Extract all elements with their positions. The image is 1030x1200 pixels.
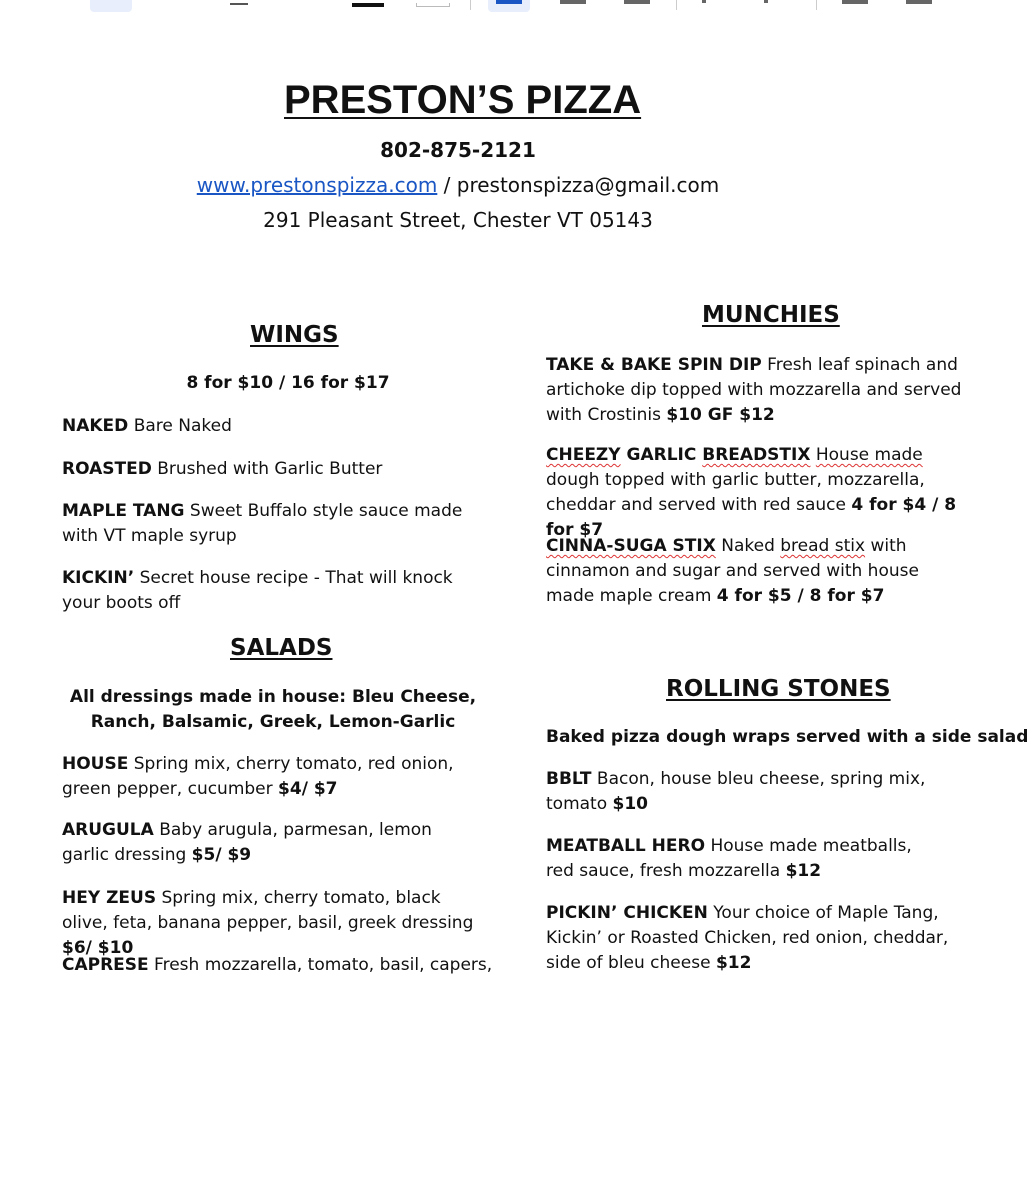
toolbar-align-center-icon[interactable] [560, 0, 586, 4]
item-name: GARLIC [620, 445, 703, 465]
item-desc: Your choice of Maple Tang, Kickin’ or Roasted Chicken, red onion, cheddar, side of bleu cheese [546, 903, 949, 973]
toolbar-underline-icon[interactable] [230, 3, 248, 5]
item-name: PICKIN’ CHICKEN [546, 903, 708, 923]
item-name: ARUGULA [62, 820, 154, 840]
salads-heading: SALADS [230, 635, 333, 661]
item-desc: Bacon, house bleu cheese, spring mix, tomato [546, 769, 926, 814]
item-desc: Sweet Buffalo style sauce made with VT maple syrup [62, 501, 463, 546]
item-name: MEATBALL HERO [546, 836, 706, 856]
item-desc: Baby arugula, parmesan, lemon garlic dressing [62, 820, 432, 865]
item-name: KICKIN’ [62, 568, 135, 588]
item-desc: with cinnamon and sugar and served with house made maple cream [546, 536, 919, 606]
email-address: prestonspizza@gmail.com [456, 173, 720, 197]
item-desc: Fresh mozzarella, tomato, basil, capers, [148, 955, 493, 975]
toolbar-text-color-icon[interactable] [352, 3, 384, 7]
menu-item [62, 953, 502, 978]
toolbar-indent-icon[interactable] [842, 0, 868, 4]
menu-item [62, 457, 492, 482]
menu-item [62, 886, 487, 961]
menu-item [546, 767, 931, 817]
menu-item [546, 534, 971, 609]
item-price: 4 for $4 / 8 for $7 [546, 495, 957, 540]
item-name: CHEEZY [546, 445, 621, 465]
toolbar-align-left-icon[interactable] [488, 0, 530, 12]
item-price: $12 [785, 861, 822, 881]
salads-note: All dressings made in house: Bleu Cheese, Ranch, Balsamic, Greek, Lemon-Garlic [69, 687, 477, 732]
menu-item [62, 499, 492, 549]
toolbar-divider [676, 0, 677, 10]
item-name: CAPRESE [62, 955, 149, 975]
wings-pricing: 8 for $10 / 16 for $17 [186, 373, 390, 393]
toolbar-divider [816, 0, 817, 10]
item-desc: bread stix [780, 536, 866, 556]
item-price: $10 [612, 794, 649, 814]
item-name: HOUSE [62, 754, 129, 774]
menu-item [62, 414, 492, 439]
menu-item [62, 566, 487, 616]
website-link[interactable]: www.prestonspizza.com [196, 173, 438, 197]
item-name: BREADSTIX [702, 445, 811, 465]
item-name: BBLT [546, 769, 592, 789]
item-price: $12 [715, 953, 752, 973]
item-desc: Bare Naked [128, 416, 232, 436]
menu-item [546, 443, 971, 543]
item-desc: dough topped with garlic butter, mozzarella, cheddar and served with red sauce [546, 470, 925, 515]
phone-number: 802-875-2121 [380, 138, 536, 162]
toolbar-numbered-list-icon[interactable] [764, 0, 768, 3]
address: 291 Pleasant Street, Chester VT 05143 [263, 208, 653, 232]
item-desc: Fresh leaf spinach and artichoke dip topped with mozzarella and served with Crostinis [546, 355, 962, 425]
item-name: CINNA-SUGA STIX [546, 536, 716, 556]
item-name: HEY ZEUS [62, 888, 157, 908]
menu-item [546, 901, 986, 976]
menu-item [546, 834, 936, 884]
rolling-stones-heading: ROLLING STONES [666, 676, 891, 702]
item-name: ROASTED [62, 459, 152, 479]
toolbar-divider [470, 0, 471, 10]
rolling-stones-note: Baked pizza dough wraps served with a side salad [546, 727, 1029, 747]
item-desc: Spring mix, cherry tomato, black olive, feta, banana pepper, basil, greek dressing [62, 888, 474, 933]
menu-item [546, 353, 966, 428]
contact-line [0, 173, 916, 197]
menu-item [62, 818, 472, 868]
item-name: TAKE & BAKE SPIN DIP [546, 355, 762, 375]
item-desc: House made meatballs, red sauce, fresh mozzarella [546, 836, 912, 881]
item-name: NAKED [62, 416, 129, 436]
page-title: PRESTON’S PIZZA [284, 78, 642, 122]
item-desc: House made [815, 445, 923, 465]
toolbar-bullet-list-icon[interactable] [702, 0, 706, 3]
item-price: $10 GF $12 [666, 405, 775, 425]
item-desc: Brushed with Garlic Butter [151, 459, 383, 479]
item-desc: Naked [715, 536, 781, 556]
toolbar-outdent-icon[interactable] [906, 0, 932, 4]
toolbar-highlight-icon[interactable] [416, 3, 450, 7]
munchies-heading: MUNCHIES [702, 302, 840, 328]
item-price: $6/ $10 [62, 938, 134, 958]
item-name: MAPLE TANG [62, 501, 185, 521]
toolbar-button-active[interactable] [90, 0, 132, 12]
item-price: $5/ $9 [191, 845, 252, 865]
item-price: 4 for $5 / 8 for $7 [716, 586, 885, 606]
item-desc: Secret house recipe - That will knock your boots off [62, 568, 453, 613]
item-price: $4/ $7 [278, 779, 338, 799]
item-desc: Spring mix, cherry tomato, red onion, green pepper, cucumber [62, 754, 454, 799]
wings-heading: WINGS [250, 322, 339, 348]
contact-separator: / [437, 173, 457, 197]
toolbar-align-right-icon[interactable] [624, 0, 650, 4]
editor-toolbar [0, 0, 1030, 14]
menu-item [62, 752, 472, 802]
